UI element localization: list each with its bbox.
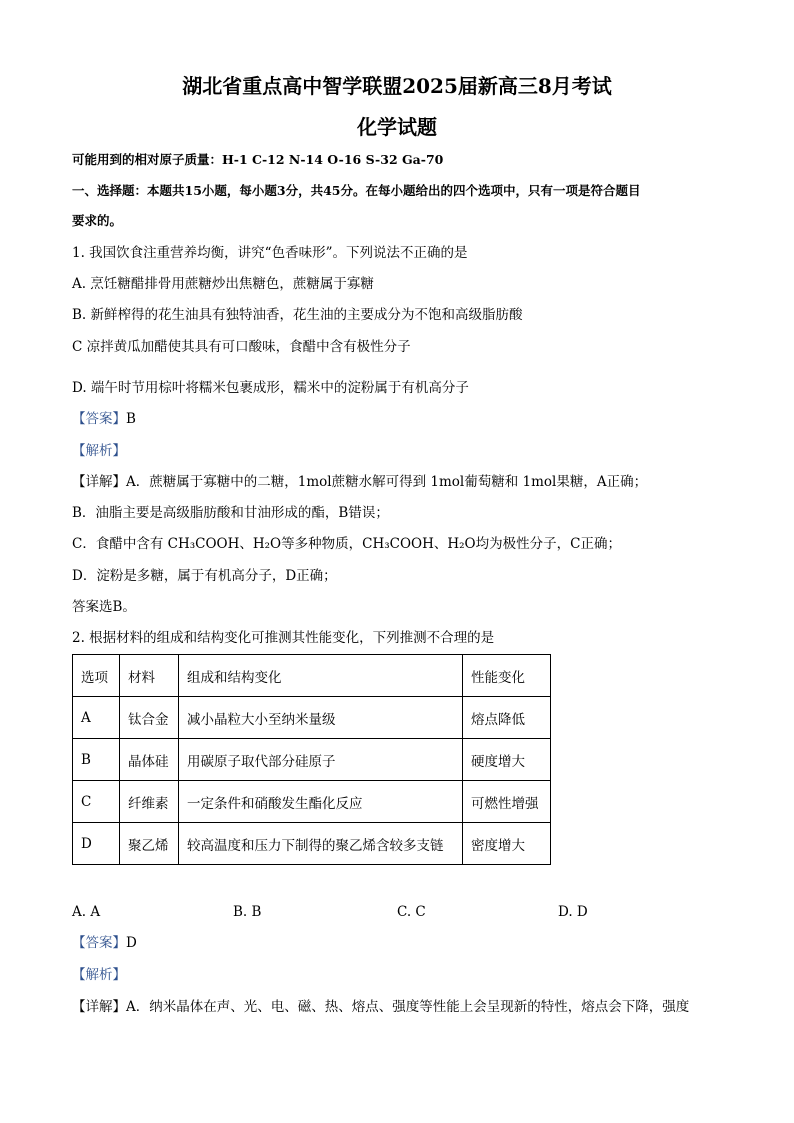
table-cell: 可燃性增强 — [463, 781, 551, 823]
q1-option-c: C 凉拌黄瓜加醋使其具有可口酸味，食醋中含有极性分子 — [72, 339, 411, 355]
q2-analysis-tag: 【解析】 — [72, 967, 126, 983]
table-row — [73, 697, 551, 739]
atomic-masses: 可能用到的相对原子质量：H-1 C-12 N-14 O-16 S-32 Ga-70 — [72, 152, 444, 167]
answer-tag: 【答案】 — [72, 935, 126, 951]
q1-detail-c: C．食醋中含有 CH₃COOH、H₂O等多种物质，CH₃COOH、H₂O均为极性分子，C正确； — [72, 536, 621, 552]
q1-detail-b: B．油脂主要是高级脂肪酸和甘油形成的酯，B错误； — [72, 505, 389, 521]
table-row — [73, 781, 551, 823]
q1-detail-d: D．淀粉是多糖，属于有机高分子，D正确； — [72, 568, 337, 584]
table-header-cell: 选项 — [73, 655, 120, 697]
q1-answer: B — [126, 411, 136, 427]
table-row — [73, 739, 551, 781]
table-header-row — [73, 655, 551, 697]
section-heading-line1: 一、选择题：本题共15小题，每小题3分，共45分。在每小题给出的四个选项中，只有一项是符合题目 — [72, 183, 641, 198]
q1-stem: 1. 我国饮食注重营养均衡，讲究“色香味形”。下列说法不正确的是 — [72, 245, 468, 261]
q1-option-d: D. 端午时节用棕叶将糯米包裹成形，糯米中的淀粉属于有机高分子 — [72, 380, 469, 396]
q1-analysis-tag: 【解析】 — [72, 443, 126, 459]
table-cell: 聚乙烯 — [120, 823, 179, 865]
table-cell: A — [73, 697, 120, 739]
table-cell: 用碳原子取代部分硅原子 — [179, 739, 463, 781]
answer-tag: 【答案】 — [72, 411, 126, 427]
q2-options-table — [72, 654, 551, 865]
q2-choice-b: B. B — [233, 904, 262, 920]
q1-conclusion: 答案选B。 — [72, 599, 136, 615]
q1-option-a: A. 烹饪糖醋排骨用蔗糖炒出焦糖色，蔗糖属于寡糖 — [72, 276, 374, 292]
q2-answer-line — [72, 934, 137, 952]
table-cell: 硬度增大 — [463, 739, 551, 781]
table-cell: 钛合金 — [120, 697, 179, 739]
table-header-cell: 组成和结构变化 — [179, 655, 463, 697]
q2-detail-a: 【详解】A．纳米晶体在声、光、电、磁、热、熔点、强度等性能上会呈现新的特性，熔点会下降，强度 — [72, 999, 690, 1015]
table-header-cell: 性能变化 — [463, 655, 551, 697]
table-cell: 晶体硅 — [120, 739, 179, 781]
q2-answer: D — [126, 935, 137, 951]
exam-subtitle: 化学试题 — [357, 115, 437, 139]
table-cell: C — [73, 781, 120, 823]
exam-title: 湖北省重点高中智学联盟2025届新高三8月考试 — [182, 74, 612, 98]
q1-option-b: B. 新鲜榨得的花生油具有独特油香，花生油的主要成分为不饱和高级脂肪酸 — [72, 307, 523, 323]
detail-tag: 【详解】 — [72, 474, 126, 490]
table-cell: 减小晶粒大小至纳米量级 — [179, 697, 463, 739]
q1-detail-a: 【详解】A．蔗糖属于寡糖中的二糖，1mol蔗糖水解可得到 1mol葡萄糖和 1mol果糖，A正确； — [72, 474, 648, 490]
q2-choice-a: A. A — [72, 904, 101, 920]
section-heading-line2: 要求的。 — [72, 213, 123, 228]
table-cell: 一定条件和硝酸发生酯化反应 — [179, 781, 463, 823]
table-cell: D — [73, 823, 120, 865]
table-cell: B — [73, 739, 120, 781]
table-header-cell: 材料 — [120, 655, 179, 697]
q2-choice-c: C. C — [397, 904, 426, 920]
detail-tag: 【详解】 — [72, 999, 126, 1015]
q1-answer-line — [72, 410, 136, 428]
q2-choice-d: D. D — [558, 904, 588, 920]
q2-stem: 2. 根据材料的组成和结构变化可推测其性能变化，下列推测不合理的是 — [72, 630, 495, 646]
table-cell: 纤维素 — [120, 781, 179, 823]
table-cell: 密度增大 — [463, 823, 551, 865]
table-row — [73, 823, 551, 865]
table-cell: 较高温度和压力下制得的聚乙烯含较多支链 — [179, 823, 463, 865]
table-cell: 熔点降低 — [463, 697, 551, 739]
